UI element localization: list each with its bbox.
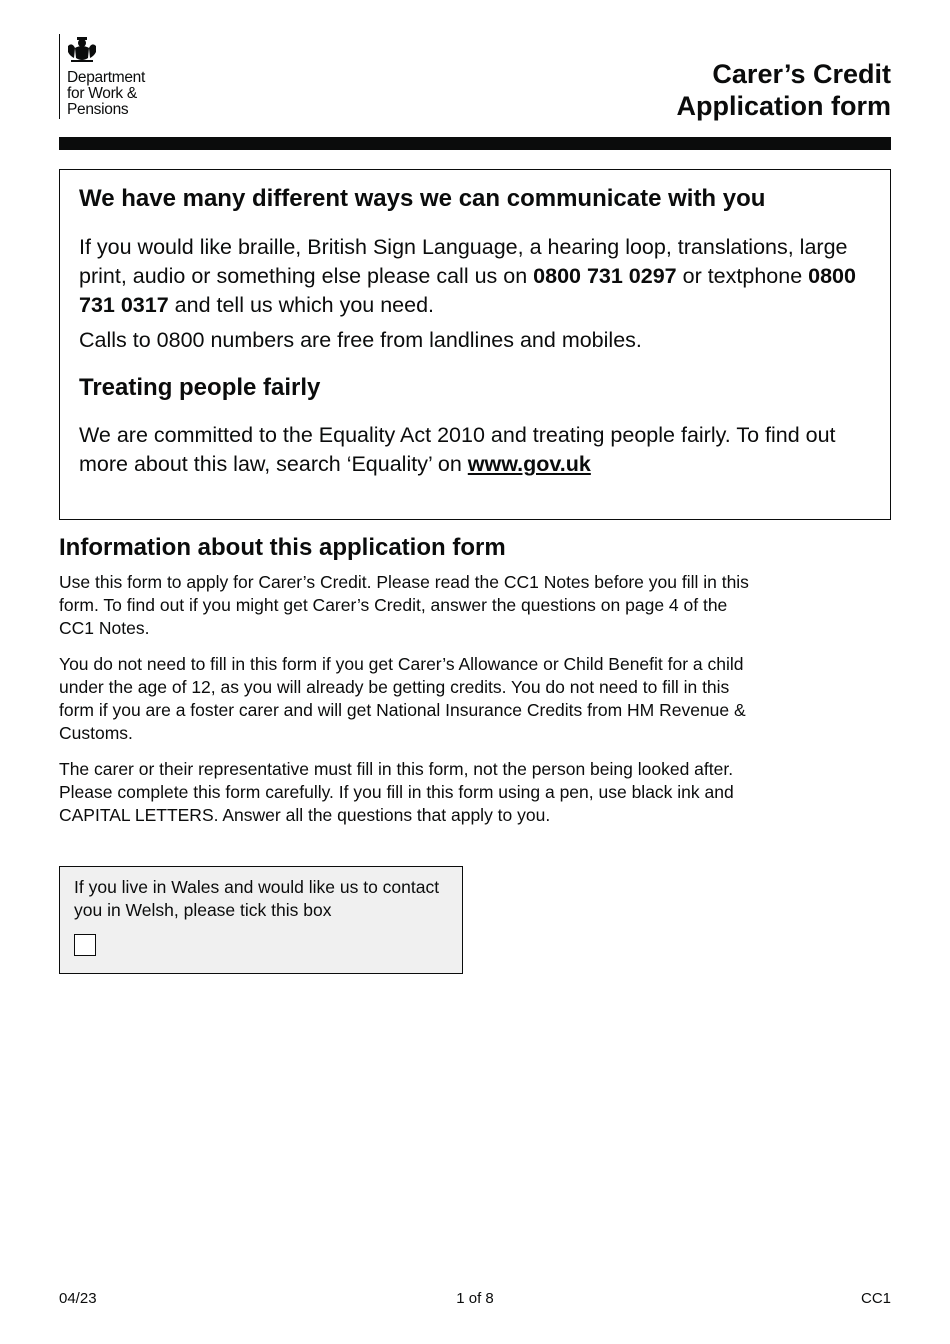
header-rule [59,137,891,150]
information-paragraph-3: The carer or their representative must fill in this form, not the person being looked after. Please complete this form carefully. If you fill in this form using a pen, use black ink and CAPITAL LETTERS. Answer all the questions that apply to you. [59,759,734,825]
textphone-number: 0800 731 0317 [79,264,856,317]
footer-date: 04/23 [59,1290,97,1307]
footer-page-number: 1 of 8 [456,1290,494,1307]
welsh-contact-box [59,866,463,974]
communicate-paragraph: If you would like braille, British Sign Language, a hearing loop, translations, large print, audio or something else please call us on 0800 731 0297 or textphone 0800 731 0317 and tell us which you need. [79,235,856,317]
information-paragraph-2: You do not need to fill in this form if you get Carer’s Allowance or Child Benefit for a child under the age of 12, as you will already be getting credits. You do not need to fill in this form if you are a foster carer and will get National Insurance Credits from HM Revenue & Customs. [59,654,746,743]
gov-uk-link[interactable]: www.gov.uk [467,452,591,476]
calls-free-text: Calls to 0800 numbers are free from landlines and mobiles. [79,328,642,352]
footer-form-code: CC1 [860,1290,891,1307]
dwp-logo [59,34,145,119]
communicate-heading: We have many different ways we can communicate with you [79,185,766,212]
equality-text: We are committed to the Equality Act 2010 and treating people fairly. To find out more about this law, search ‘Equality’ on www.gov.uk [79,423,836,476]
treating-fairly-heading: Treating people fairly [79,374,321,401]
information-heading: Information about this application form [59,534,506,561]
information-section [59,533,759,840]
royal-crest-icon [65,34,99,64]
communication-box [59,169,891,520]
welsh-contact-text: If you live in Wales and would like us to contact you in Welsh, please tick this box [74,877,440,920]
information-paragraph-1: Use this form to apply for Carer’s Credit. Please read the CC1 Notes before you fill in this form. To find out if you might get Carer’s Credit, answer the questions on page 4 of the CC1 Notes. [59,572,749,638]
welsh-contact-checkbox[interactable] [74,934,96,956]
form-title: Carer’s Credit Application form [676,59,891,121]
department-name: Department for Work & Pensions [67,69,145,118]
phone-number: 0800 731 0297 [533,264,677,288]
